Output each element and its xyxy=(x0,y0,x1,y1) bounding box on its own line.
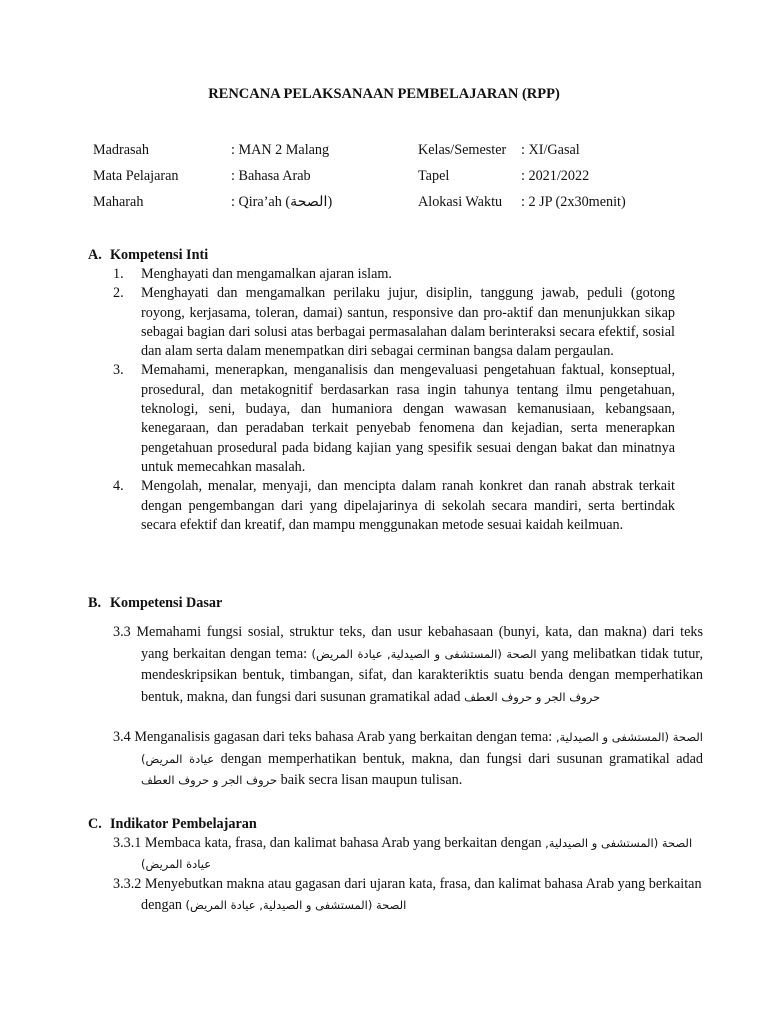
arabic-text: حروف الجر و حروف العطف xyxy=(464,689,601,704)
info-label: Tapel xyxy=(418,168,450,184)
arabic-text: حروف الجر و حروف العطف xyxy=(141,773,278,787)
kompetensi-inti-list xyxy=(113,265,675,535)
info-label: Mata Pelajaran xyxy=(93,168,179,184)
arabic-text: الصحة (المستشفى و الصيدلية, عيادة المريض) xyxy=(141,730,704,766)
kd-3-4: 3.4 Menganalisis gagasan dari teks bahasa Arab yang berkaitan dengan tema: الصحة (المستشفى و الصيدلية, عيادة المريض) dengan memperhatikan bentuk, makna, dan fungsi dari susunan gramatikal adad حروف الجر و حروف العطف baik secra lisan maupun tulisan. xyxy=(113,729,704,788)
info-label: Kelas/Semester xyxy=(418,142,507,158)
info-value: : Qira’ah (الصحة) xyxy=(231,194,333,210)
arabic-text: الصحة (المستشفى و الصيدلية, عيادة المريض) xyxy=(141,836,693,871)
indikator-3-3-2: 3.3.2 Menyebutkan makna atau gagasan dari ujaran kata, frasa, dan kalimat bahasa Arab yang berkaitan dengan الصحة (المستشفى و الصيدلية, عيادة المريض) xyxy=(113,876,702,913)
info-label: Madrasah xyxy=(93,142,149,158)
document-title: RENCANA PELAKSANAAN PEMBELAJARAN (RPP) xyxy=(208,86,560,102)
info-value: : MAN 2 Malang xyxy=(231,142,330,158)
info-row-mata-pelajaran xyxy=(93,168,693,188)
info-value: : 2 JP (2x30menit) xyxy=(521,194,626,210)
info-value: : XI/Gasal xyxy=(521,142,580,158)
info-value: : Bahasa Arab xyxy=(231,168,311,184)
arabic-text: الصحة (المستشفى و الصيدلية, عيادة المريض) xyxy=(185,898,407,912)
list-item: 2. Menghayati dan mengamalkan perilaku jujur, disiplin, tanggung jawab, peduli (gotong royong, kerjasama, toleran, damai) santun, responsive dan pro-aktif dan menunjukkan sikap sebagai bagian dari solusi atas berbagai permasalahan dalam berinteraksi secara efektif, sosial dan alam serta dalam menempatkan diri sebagai cerminan bangsa dalam pergaulan. xyxy=(113,285,675,360)
list-item: 1. Menghayati dan mengamalkan ajaran islam. xyxy=(113,266,392,282)
info-value: : 2021/2022 xyxy=(521,168,590,184)
info-label: Alokasi Waktu xyxy=(418,194,503,210)
list-item: 4. Mengolah, menalar, menyaji, dan mencipta dalam ranah konkret dan ranah abstrak terkait dengan pengembangan dari yang dipelajarinya di sekolah secara mandiri, serta bertindak secara efektif dan kreatif, dan mampu menggunakan metode sesuai kaidah keilmuan. xyxy=(113,478,675,533)
kd-3-3: 3.3 Memahami fungsi sosial, struktur teks, dan usur kebahasaan (bunyi, kata, dan makna) dari teks yang berkaitan dengan tema: الصحة (المستشفى و الصيدلية, عيادة المريض) yang melibatkan tidak tutur, mendeskripsikan bentuk, timbangan, sifat, dan karakteriktis suatu benda dengan memperhatikan bentuk, makna, dan fungsi dari susunan gramatikal adad حروف الجر و حروف العطف xyxy=(113,624,704,705)
section-a-heading: A. Kompetensi Inti xyxy=(88,247,209,263)
info-label: Maharah xyxy=(93,194,144,210)
info-row-maharah xyxy=(93,194,693,214)
indikator-3-3-1: 3.3.1 Membaca kata, frasa, dan kalimat bahasa Arab yang berkaitan dengan الصحة (المستشفى و الصيدلية, عيادة المريض) xyxy=(113,835,693,871)
section-c-heading: C. Indikator Pembelajaran xyxy=(88,816,257,832)
arabic-text: الصحة (المستشفى و الصيدلية, عيادة المريض) xyxy=(311,646,537,661)
section-b-heading: B. Kompetensi Dasar xyxy=(88,595,223,611)
list-item: 3. Memahami, menerapkan, menganalisis dan mengevaluasi pengetahuan faktual, konseptual, prosedural, dan metakognitif berdasarkan rasa ingin tahunya tentang ilmu pengetahuan, teknologi, seni, budaya, dan humaniora dengan wawasan kemanusiaan, kebangsaan, kenegaraan, dan peradaban terkait penyebab fenomena dan kejadian, serta menerapkan pengetahuan prosedural pada bidang kajian yang spesifik sesuai dengan bakat dan minatnya untuk memecahkan masalah. xyxy=(113,362,675,475)
info-row-madrasah xyxy=(93,142,693,162)
